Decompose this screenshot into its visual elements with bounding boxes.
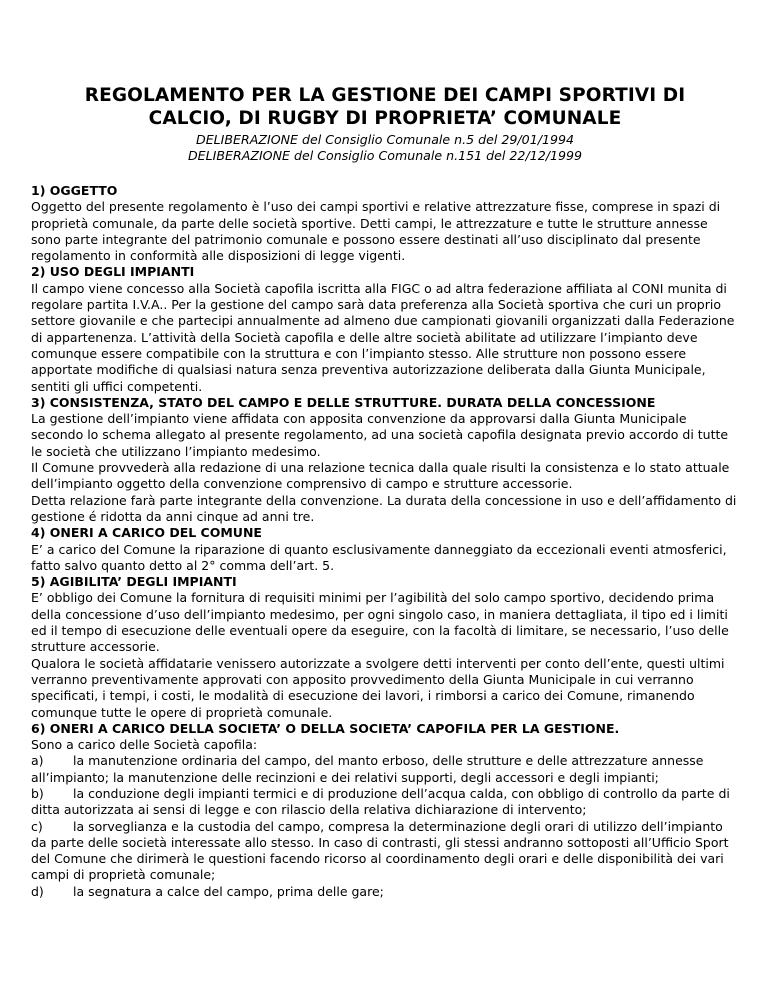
section-6-intro: Sono a carico delle Società capofila: (31, 737, 258, 753)
section-1-text: Oggetto del presente regolamento è l’uso dei campi sportivi e relative attrezzature fisse, comprese in spazi di proprietà comunale, da parte delle società sportive. Detti campi, le attrezzature e tutte le strutture annesse sono parte integrante del patrimonio comunale e possono essere destinati all’uso disciplinato dal presente regolamento in conformità alle disposizioni di legge vigenti. (31, 199, 721, 264)
list-item-label: a) (31, 753, 44, 769)
document-body (31, 183, 739, 900)
list-item-label: d) (31, 883, 44, 899)
section-2-heading: 2) USO DEGLI IMPIANTI (31, 264, 195, 280)
section-1-heading: 1) OGGETTO (31, 183, 118, 198)
document-page (31, 0, 739, 900)
list-item-text: la segnatura a calce del campo, prima delle gare; (73, 883, 384, 899)
document-title (31, 84, 739, 130)
section-3-paragraph-1: La gestione dell’impianto viene affidata con apposita convenzione da approvarsi dalla Giunta Municipale secondo lo schema allegato al presente regolamento, ad una società capofila designata previo accordo di tutte le società che utilizzano l’impianto medesimo. (31, 411, 729, 459)
section-5-paragraph-1: E’ obbligo dei Comune la fornitura di requisiti minimi per l’agibilità del solo campo sportivo, decidendo prima della concessione d’uso dell’impianto medesimo, per ogni singolo caso, in maniera dettagliata, il tipo ed i limiti ed il tempo di esecuzione delle eventuali opere da eseguire, con la facoltà di limitare, se necessario, l’uso delle strutture accessorie. (31, 590, 729, 655)
section-5-paragraph-2: Qualora le società affidatarie venissero autorizzate a svolgere detti interventi per conto dell’ente, questi ultimi verranno preventivamente approvati con apposito provvedimento della Giunta Municipale in cui verranno specificati, i tempi, i costi, le modalità di esecuzione dei lavori, i rimborsi a carico dei Comune, rimanendo comunque tutte le opere di proprietà comunale. (31, 655, 725, 720)
section-4-heading: 4) ONERI A CARICO DEL COMUNE (31, 525, 262, 541)
section-2-text: Il campo viene concesso alla Società capofila iscritta alla FIGC o ad altra federazione affiliata al CONI munita di regolare partita I.V.A.. Per la gestione del campo sarà data preferenza alla Società sportiva che curi un proprio settore giovanile e che partecipi annualmente ad almeno due campionati giovanili organizzati dalla Federazione di appartenenza. L’attività della Società capofila e delle altre società abilitate ad utilizzare l’impianto deve comunque essere compatibile con la struttura e con l’impianto stesso. Alle strutture non possono essere apportate modifiche di qualsiasi natura senza preventiva autorizzazione deliberata dalla Giunta Municipale, sentiti gli uffici competenti. (31, 280, 735, 394)
list-item-text: la manutenzione ordinaria del campo, del manto erboso, delle strutture e delle attrezzature annesse all’impianto; la manutenzione delle recinzioni e dei relativi supporti, degli accessori e degli impianti; (31, 753, 704, 785)
list-item-text: la sorveglianza e la custodia del campo, compresa la determinazione degli orari di utilizzo dell’impianto da parte delle società interessate allo stesso. In caso di contrasti, gli stessi andranno sottoposti all’Ufficio Sport del Comune che dirimerà le questioni facendo ricorso al coordinamento degli orari e delle disponibilità dei vari campi di proprietà comunale; (31, 818, 729, 883)
title-line-1: REGOLAMENTO PER LA GESTIONE DEI CAMPI SPORTIVI DI (84, 85, 686, 106)
subtitle-deliberation-1: DELIBERAZIONE del Consiglio Comunale n.5 del 29/01/1994 (196, 132, 574, 147)
subtitle-deliberation-2: DELIBERAZIONE del Consiglio Comunale n.151 del 22/12/1999 (187, 148, 583, 163)
list-item-text: la conduzione degli impianti termici e di produzione dell’acqua calda, con obbligo di controllo da parte di ditta autorizzata ai sensi di legge e con rilascio della relativa dichiarazione di intervento; (31, 785, 730, 818)
section-3-paragraph-2: Il Comune provvederà alla redazione di una relazione tecnica dalla quale risulti la consistenza e lo stato attuale dell’impianto oggetto della convenzione comprensivo di campo e strutture accessorie. (31, 460, 730, 492)
section-5-heading: 5) AGIBILITA’ DEGLI IMPIANTI (31, 574, 237, 590)
section-3-paragraph-3: Detta relazione farà parte integrante della convenzione. La durata della concessione in uso e dell’affidamento di gestione é ridotta da anni cinque ad anni tre. (31, 492, 737, 524)
section-4-text: E’ a carico deI Comune la riparazione di quanto esclusivamente danneggiato da eccezionali eventi atmosferici, fatto salvo quanto detto al 2° comma dell’art. 5. (31, 541, 727, 573)
section-6-heading: 6) ONERI A CARICO DELLA SOCIETA’ O DELLA SOCIETA’ CAPOFILA PER LA GESTIONE. (31, 720, 620, 736)
list-item (31, 753, 739, 786)
list-item (31, 819, 739, 884)
list-item-label: c) (31, 818, 43, 834)
list-item-label: b) (31, 785, 44, 801)
list-item (31, 786, 739, 819)
list-item (31, 884, 739, 900)
title-line-2: CALCIO, DI RUGBY DI PROPRIETA’ COMUNALE (148, 108, 622, 129)
section-3-heading: 3) CONSISTENZA, STATO DEL CAMPO E DELLE STRUTTURE. DURATA DELLA CONCESSIONE (31, 394, 656, 410)
